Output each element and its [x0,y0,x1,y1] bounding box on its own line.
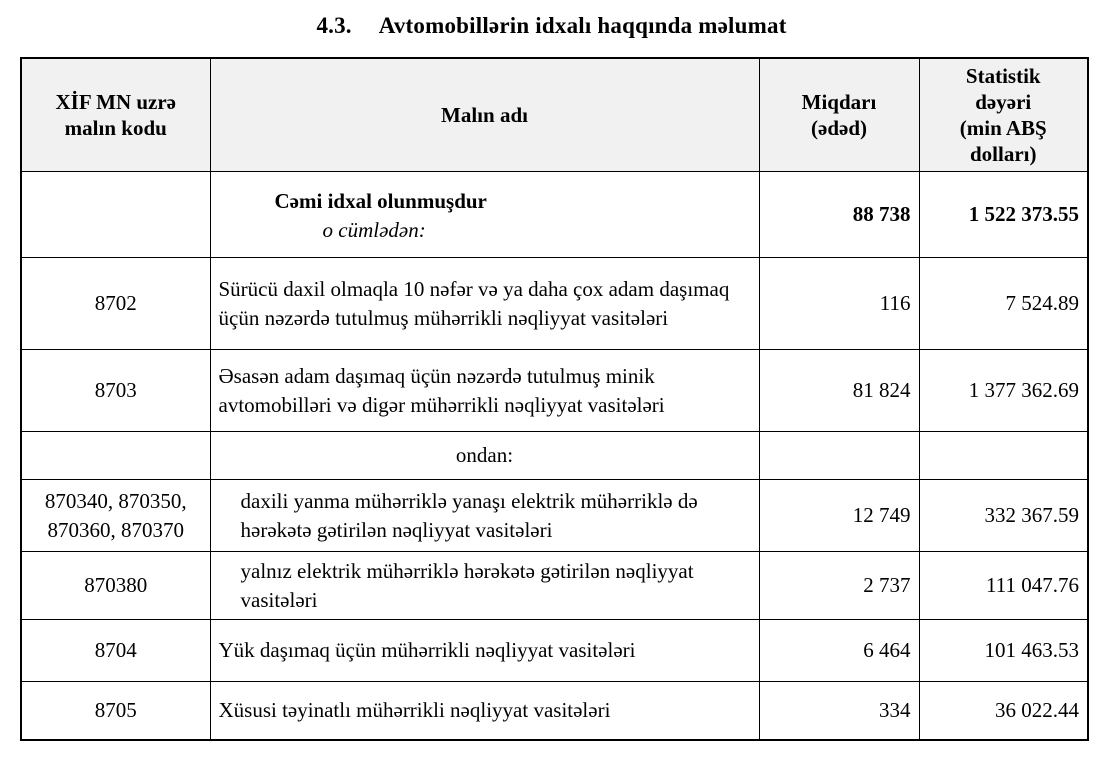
table-row-total [21,172,1088,258]
code-cell: 8703 [21,350,210,432]
header-value-line1: Statistik [965,64,1041,88]
code-line1: 870340, 870350, [44,488,187,513]
table-row-subitem [21,552,1088,620]
qty-cell: 6 464 [759,620,919,682]
table-row [21,350,1088,432]
code-cell: 8705 [21,682,210,740]
value-cell [919,432,1088,480]
qty-cell [759,432,919,480]
value-cell: 101 463.53 [919,620,1088,682]
header-qty [759,58,919,172]
page-title [0,0,1103,39]
header-value-line3: (min ABŞ [959,116,1047,140]
code-cell: 870380 [21,552,210,620]
name-cell: Yük daşımaq üçün mühərrikli nəqliyyat vasitələri [210,620,759,682]
value-cell: 7 524.89 [919,258,1088,350]
header-value-line2: dəyəri [975,90,1032,114]
header-name: Malın adı [210,58,759,172]
qty-cell: 2 737 [759,552,919,620]
table-row [21,258,1088,350]
section-title-text: Avtomobillərin idxalı haqqında məlumat [378,13,787,38]
value-cell: 36 022.44 [919,682,1088,740]
name-cell: yalnız elektrik mühərriklə hərəkətə gətirilən nəqliyyat vasitələri [210,552,759,620]
header-code-line2: malın kodu [64,116,167,140]
code-cell [21,172,210,258]
qty-cell: 88 738 [759,172,919,258]
name-cell: daxili yanma mühərriklə yanaşı elektrik mühərriklə də hərəkətə gətirilən nəqliyyat vasitələri [210,480,759,552]
header-value-line4: dolları) [970,142,1037,166]
value-cell: 1 377 362.69 [919,350,1088,432]
value-cell: 332 367.59 [919,480,1088,552]
table-header [21,58,1088,172]
name-cell: Sürücü daxil olmaqla 10 nəfər və ya daha çox adam daşımaq üçün nəzərdə tutulmuş mühərrikli nəqliyyat vasitələri [210,258,759,350]
qty-cell: 334 [759,682,919,740]
total-sublabel: o cümlədən: [322,217,426,242]
header-qty-line2: (ədəd) [811,116,867,140]
code-cell: 8702 [21,258,210,350]
total-label: Cəmi idxal olunmuşdur [274,188,487,213]
code-cell [21,432,210,480]
name-cell: Xüsusi təyinatlı mühərrikli nəqliyyat vasitələri [210,682,759,740]
code-cell: 8704 [21,620,210,682]
header-row [21,58,1088,172]
value-cell: 1 522 373.55 [919,172,1088,258]
header-code-line1: XİF MN uzrə [55,90,176,114]
header-code [21,58,210,172]
code-cell [21,480,210,552]
imports-table [20,57,1089,741]
qty-cell: 116 [759,258,919,350]
qty-cell: 12 749 [759,480,919,552]
table-row-subitem [21,480,1088,552]
name-cell [210,172,759,258]
name-cell: Əsasən adam daşımaq üçün nəzərdə tutulmuş minik avtomobilləri və digər mühərrikli nəqliyyat vasitələri [210,350,759,432]
divider-label-cell: ondan: [210,432,759,480]
header-value [919,58,1088,172]
section-number: 4.3. [316,13,352,38]
table-row [21,620,1088,682]
table-row-divider [21,432,1088,480]
table-row [21,682,1088,740]
header-qty-line1: Miqdarı [801,90,877,114]
table-body [21,172,1088,740]
value-cell: 111 047.76 [919,552,1088,620]
code-line2: 870360, 870370 [47,517,184,542]
qty-cell: 81 824 [759,350,919,432]
